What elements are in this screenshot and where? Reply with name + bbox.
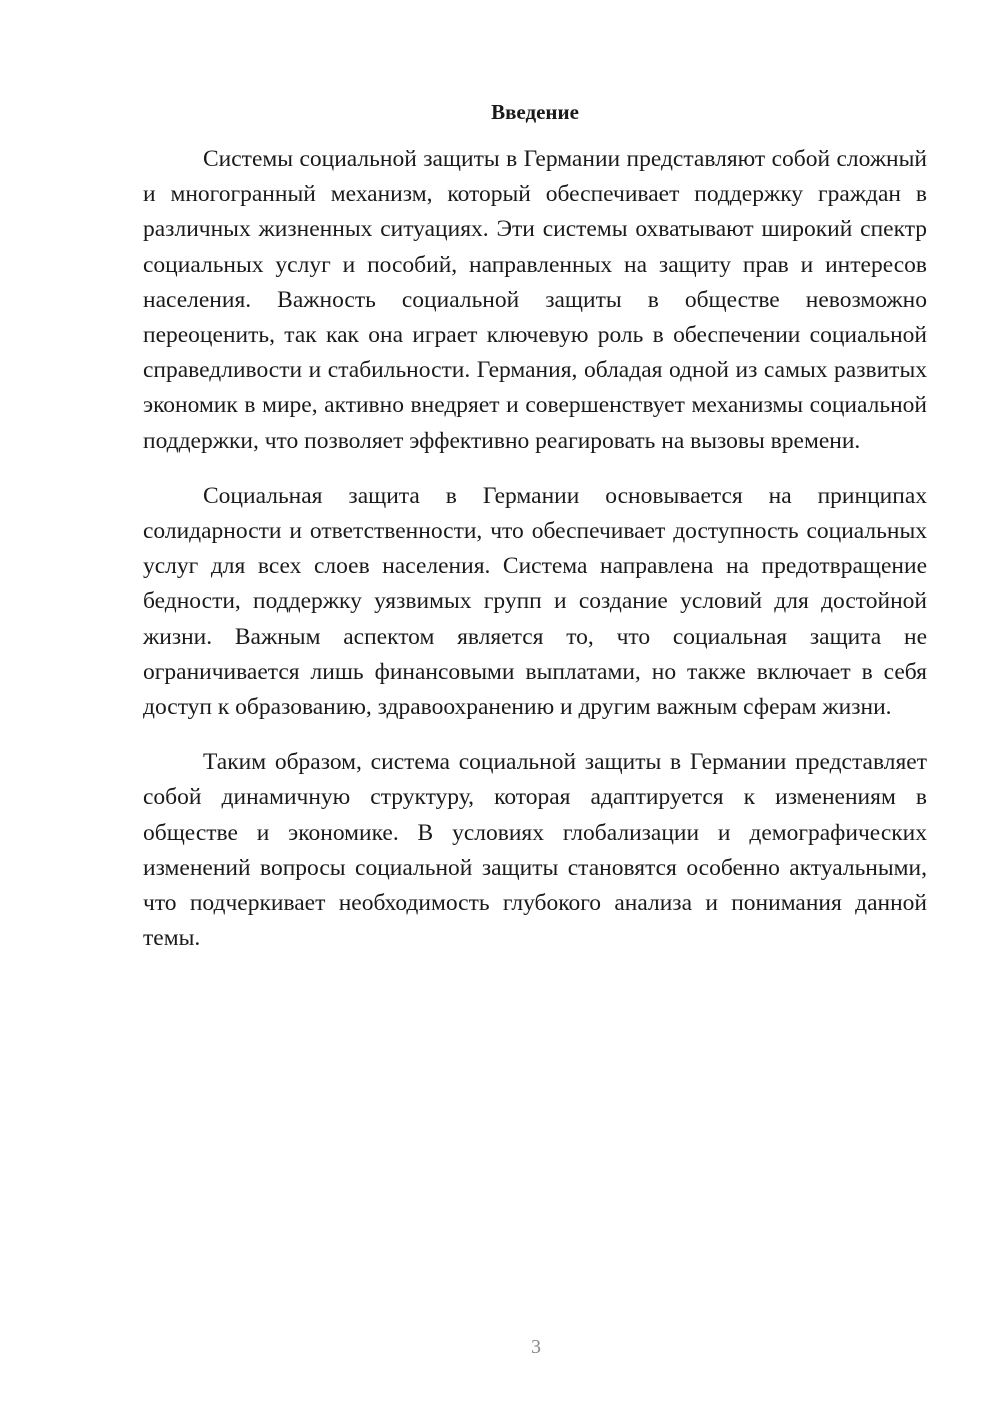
- section-heading: Введение: [491, 100, 579, 124]
- paragraph-2: Социальная защита в Германии основывается на принципах солидарности и ответственности, что обеспечивает доступность социальных услуг для всех слоев населения. Система направлена на предотвращение бедности, поддержку уязвимых групп и создание условий для достойной жизни. Важным аспектом является то, что социальная защита не ограничивается лишь финансовыми выплатами, но также включает в себя доступ к образованию, здравоохранению и другим важным сферам жизни.: [143, 482, 927, 721]
- page-number: 3: [531, 1336, 541, 1358]
- body-text: [143, 142, 927, 976]
- paragraph-3: Таким образом, система социальной защиты в Германии представляет собой динамичную структуру, которая адаптируется к изменениям в обществе и экономике. В условиях глобализации и демографических изменений вопросы социальной защиты становятся особенно актуальными, что подчеркивает необходимость глубокого анализа и понимания данной темы.: [143, 749, 927, 952]
- paragraph-1: Системы социальной защиты в Германии представляют собой сложный и многогранный механизм, который обеспечивает поддержку граждан в различных жизненных ситуациях. Эти системы охватывают широкий спектр социальных услуг и пособий, направленных на защиту прав и интересов населения. Важность социальной защиты в обществе невозможно переоценить, так как она играет ключевую роль в обеспечении социальной справедливости и стабильности. Германия, обладая одной из самых развитых экономик в мире, активно внедряет и совершенствует механизмы социальной поддержки, что позволяет эффективно реагировать на вызовы времени.: [143, 146, 927, 454]
